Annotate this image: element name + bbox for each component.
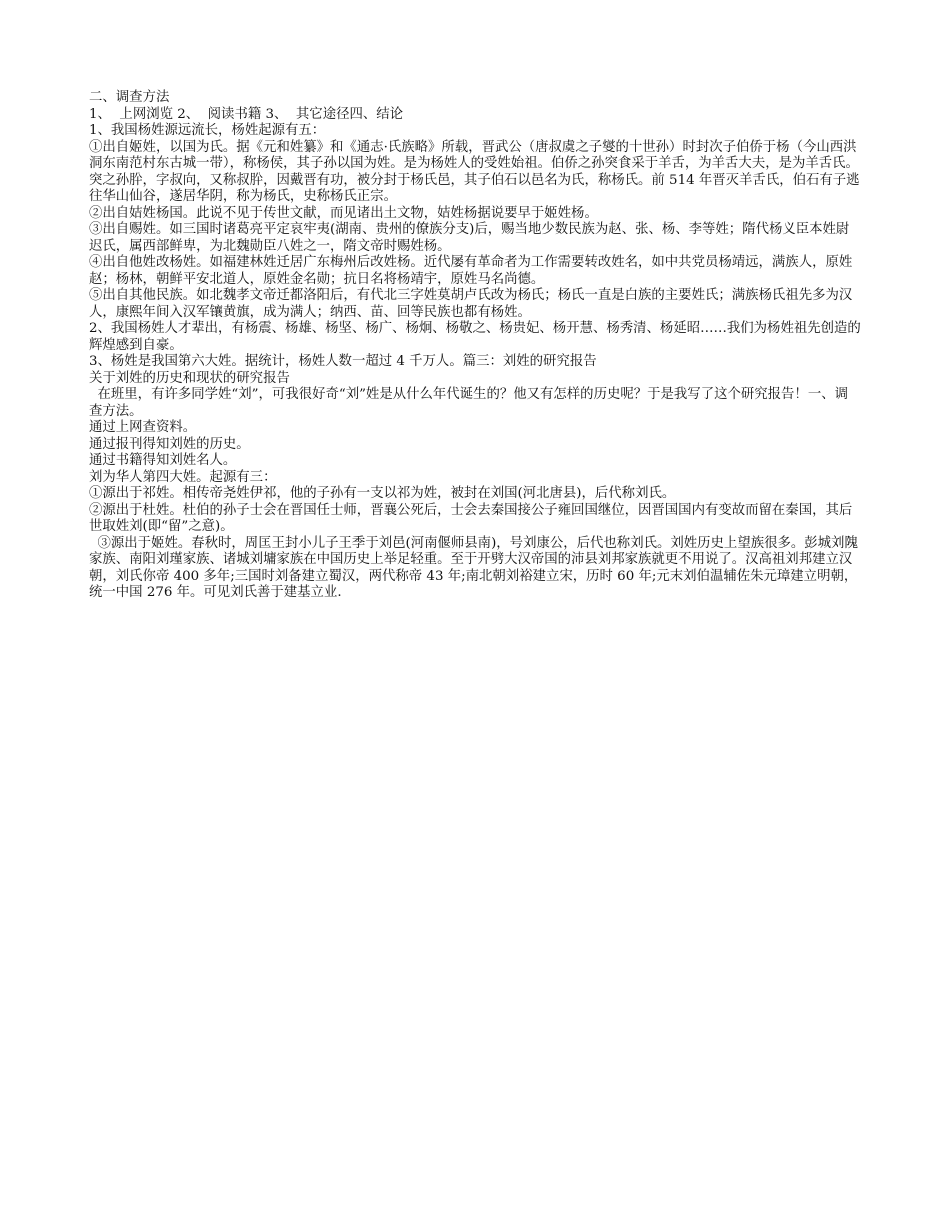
paragraph-liu-origins-intro: 刘为华人第四大姓。起源有三： xyxy=(89,469,277,485)
paragraph-liu-origin-1: ①源出于祁姓。相传帝尧姓伊祁，他的子孙有一支以祁为姓，被封在刘国(河北唐县)，后代称刘氏。 xyxy=(89,486,676,501)
method-internet: 通过上网查资料。 xyxy=(89,420,197,435)
paragraph-yang-origin-3: ③出自赐姓。如三国时诸葛亮平定哀牢夷(湖南、贵州的僚族分支)后，赐当地少数民族为赵、张、杨、李等姓；隋代杨义臣本姓尉迟氏，属西部鲜卑，为北魏勋臣八姓之一，隋文帝时赐姓杨。 xyxy=(89,222,850,254)
method-books: 通过书籍得知刘姓名人。 xyxy=(89,453,237,468)
section-heading-methods: 二、调查方法 xyxy=(89,90,170,105)
paragraph-yang-rank: 3、杨姓是我国第六大姓。据统计，杨姓人数一超过 4 千万人。篇三：刘姓的研究报告 xyxy=(89,354,597,369)
paragraph-liu-origin-3: ③源出于姬姓。春秋时，周匡王封小儿子王季于刘邑(河南偃师县南)，号刘康公，后代也称刘氏。刘姓历史上望族很多。彭城刘隗家族、南阳刘瑾家族、诸城刘墉家族在中国历史上举足轻重。至于开劈大汉帝国的沛县刘邦家族就更不用说了。汉高祖刘邦建立汉朝，刘氏你帝 400 多年;三国时刘备建立蜀汉，两代称帝 43 年;南北朝刘裕建立宋，历时 60 年;元末刘伯温辅佐朱元璋建立明朝，统一中国 276 年。可见刘氏善于建基立业. xyxy=(89,535,858,600)
document-body xyxy=(89,90,861,602)
paragraph-yang-notables: 2、我国杨姓人才辈出，有杨震、杨雄、杨坚、杨广、杨炯、杨敬之、杨贵妃、杨开慧、杨秀清、杨延昭……我们为杨姓祖先创造的辉煌感到自豪。 xyxy=(89,321,861,353)
methods-list: 1、 上网浏览 2、 阅读书籍 3、 其它途径四、结论 xyxy=(89,106,404,122)
paragraph-yang-origin-5: ⑤出自其他民族。如北魏孝文帝迁都洛阳后，有代北三字姓莫胡卢氏改为杨氏；杨氏一直是白族的主要姓氏；满族杨氏祖先多为汉人，康熙年间入汉军镶黄旗，成为满人；纳西、苗、回等民族也都有杨姓。 xyxy=(89,288,853,320)
paragraph-yang-origin-2: ②出自姞姓杨国。此说不见于传世文献，而见诸出土文物，姞姓杨据说要早于姬姓杨。 xyxy=(89,205,598,221)
paragraph-liu-intro: 在班里，有许多同学姓“刘”，可我很好奇“刘”姓是从什么年代诞生的？他又有怎样的历史呢？于是我写了这个研究报告！一、调查方法。 xyxy=(89,387,848,419)
method-newspapers: 通过报刊得知刘姓的历史。 xyxy=(89,436,250,452)
paragraph-yang-origin-4: ④出自他姓改杨姓。如福建林姓迁居广东梅州后改姓杨。近代屡有革命者为工作需要转改姓名，如中共党员杨靖远，满族人，原姓赵；杨林，朝鲜平安北道人，原姓金名勋；抗日名将杨靖宇，原姓马名尚德。 xyxy=(89,255,853,287)
paragraph-yang-origins-intro: 1、我国杨姓源远流长，杨姓起源有五： xyxy=(89,123,326,138)
paragraph-yang-origin-1: ①出自姬姓，以国为氏。据《元和姓纂》和《通志·氏族略》所载，晋武公（唐叔虞之子燮的十世孙）时封次子伯侨于杨（今山西洪洞东南范村东古城一带），称杨侯，其子孙以国为姓。是为杨姓人的受姓始祖。伯侨之孙突食采于羊舌，为羊舌大夫，是为羊舌氏。突之孙肸，字叔向，又称叔肸，因戴晋有功，被分封于杨氏邑，其子伯石以邑名为氏，称杨氏。前 514 年晋灭羊舌氏，伯石有子逃往华山仙谷，遂居华阴，称为杨氏，史称杨氏正宗。 xyxy=(89,139,860,204)
report-title-liu: 关于刘姓的历史和现状的研究报告 xyxy=(89,370,290,386)
paragraph-liu-origin-2: ②源出于杜姓。杜伯的孙子士会在晋国任士师，晋襄公死后，士会去秦国接公子雍回国继位，因晋国国内有变故而留在秦国，其后世取姓刘(即“留”之意)。 xyxy=(89,502,853,534)
